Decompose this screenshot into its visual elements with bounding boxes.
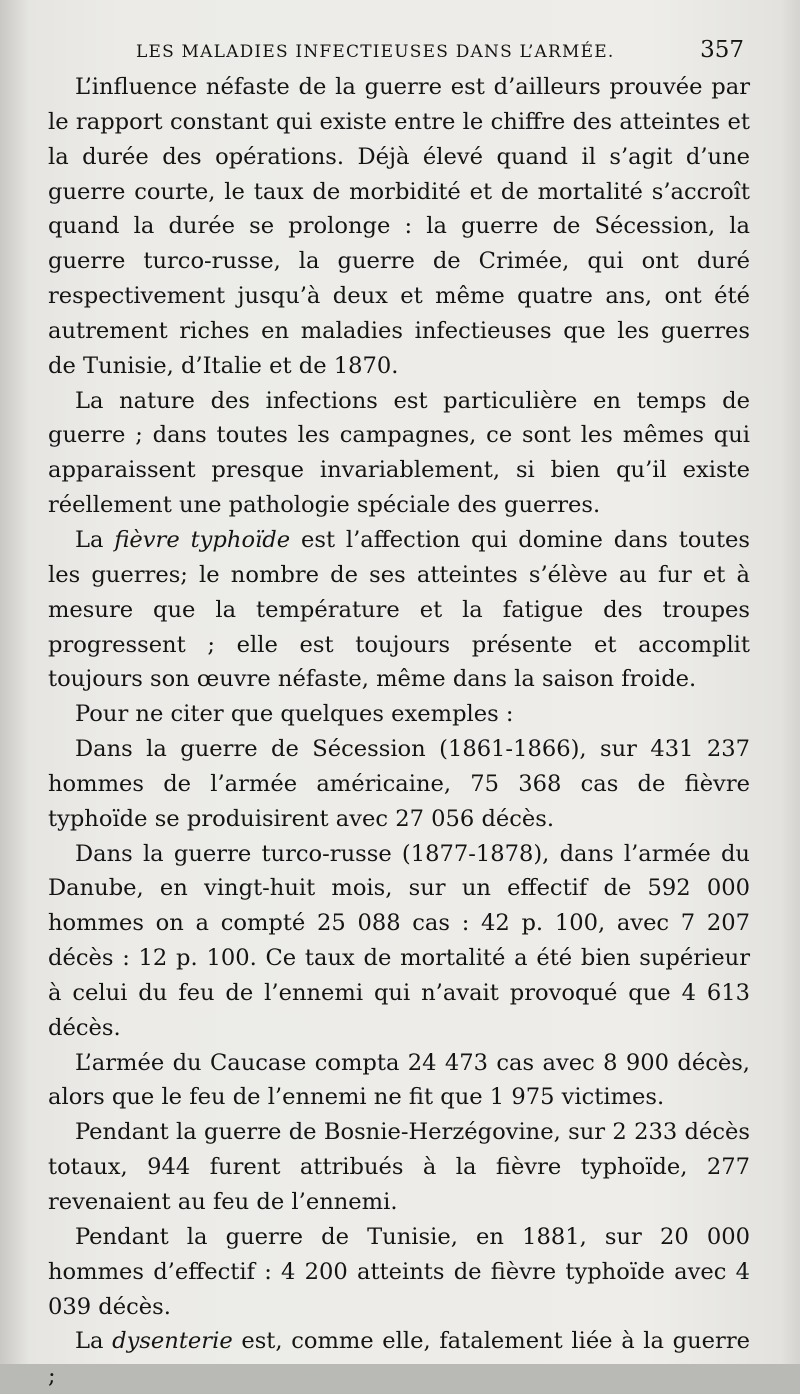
paragraph-secession-war: Dans la guerre de Sécession (1861-1866), sur 431 237 hommes de l’armée américaine, 75 368 cas de fièvre typhoïde se produisirent avec 27 056 décès. bbox=[48, 736, 750, 832]
paragraph-nature-of-infections: La nature des infections est particulière en temps de guerre ; dans toutes les campagnes, ce sont les mêmes qui apparaissent presque invariablement, si bien qu’il existe réellement une pathologie spéciale des guerres. bbox=[48, 387, 750, 519]
paragraph-tunisia-war: Pendant la guerre de Tunisie, en 1881, sur 20 000 hommes d’effectif : 4 200 atteints de fièvre typhoïde avec 4 039 décès. bbox=[48, 1223, 750, 1320]
paragraph-turco-russian-war: Dans la guerre turco-russe (1877-1878), dans l’armée du Danube, en vingt-huit mois, sur un effectif de 592 000 hommes on a compté 25 088 cas : 42 p. 100, avec 7 207 décès : 12 p. 100. Ce taux de mortalité a été bien supérieur à celui du feu de l’ennemi qui n’avait provoqué que 4 613 décès. bbox=[48, 840, 750, 1041]
paragraph-dysentery-rest: est, comme elle, fatalement liée à la guerre ; bbox=[48, 1328, 750, 1390]
paragraph-typhoid-rest: est l’affection qui domine dans toutes les guerres; le nombre de ses atteintes s’élève au fur et à mesure que la température et la fatigue des troupes progressent ; elle est toujours présente et accomplit toujours son œuvre néfaste, même dans la saison froide. bbox=[48, 526, 750, 693]
page-number: 357 bbox=[700, 37, 744, 63]
paragraph-caucasus-army: L’armée du Caucase compta 24 473 cas avec 8 900 décès, alors que le feu de l’ennemi ne fit que 1 975 victimes. bbox=[48, 1049, 750, 1111]
body-text bbox=[48, 70, 750, 1394]
running-head bbox=[48, 38, 750, 70]
dysentery-term: dysenterie bbox=[112, 1328, 233, 1355]
paragraph-typhoid-lead: La bbox=[75, 526, 115, 553]
running-title: LES MALADIES INFECTIEUSES DANS L’ARMÉE. bbox=[136, 42, 615, 62]
paragraph-dysentery bbox=[48, 1324, 750, 1394]
paragraph-typhoid-fever bbox=[48, 523, 750, 697]
paragraph-war-duration: L’influence néfaste de la guerre est d’ailleurs prouvée par le rapport constant qui existe entre le chiffre des atteintes et la durée des opérations. Déjà élevé quand il s’agit d’une guerre courte, le taux de morbidité et de mortalité s’accroît quand la durée se prolonge : la guerre de Sécession, la guerre turco-russe, la guerre de Crimée, qui ont duré respectivement jusqu’à deux et même quatre ans, ont été autrement riches en maladies infectieuses que les guerres de Tunisie, d’Italie et de 1870. bbox=[48, 74, 750, 379]
paragraph-dysentery-lead: La bbox=[75, 1328, 113, 1355]
paragraph-examples-intro: Pour ne citer que quelques exemples : bbox=[75, 701, 514, 728]
paragraph-bosnia-herzegovina-war: Pendant la guerre de Bosnie-Herzégovine, sur 2 233 décès totaux, 944 furent attribués à la fièvre typhoïde, 277 revenaient au feu de l’ennemi. bbox=[48, 1119, 750, 1215]
typhoid-fever-term: fièvre typhoïde bbox=[114, 526, 291, 553]
